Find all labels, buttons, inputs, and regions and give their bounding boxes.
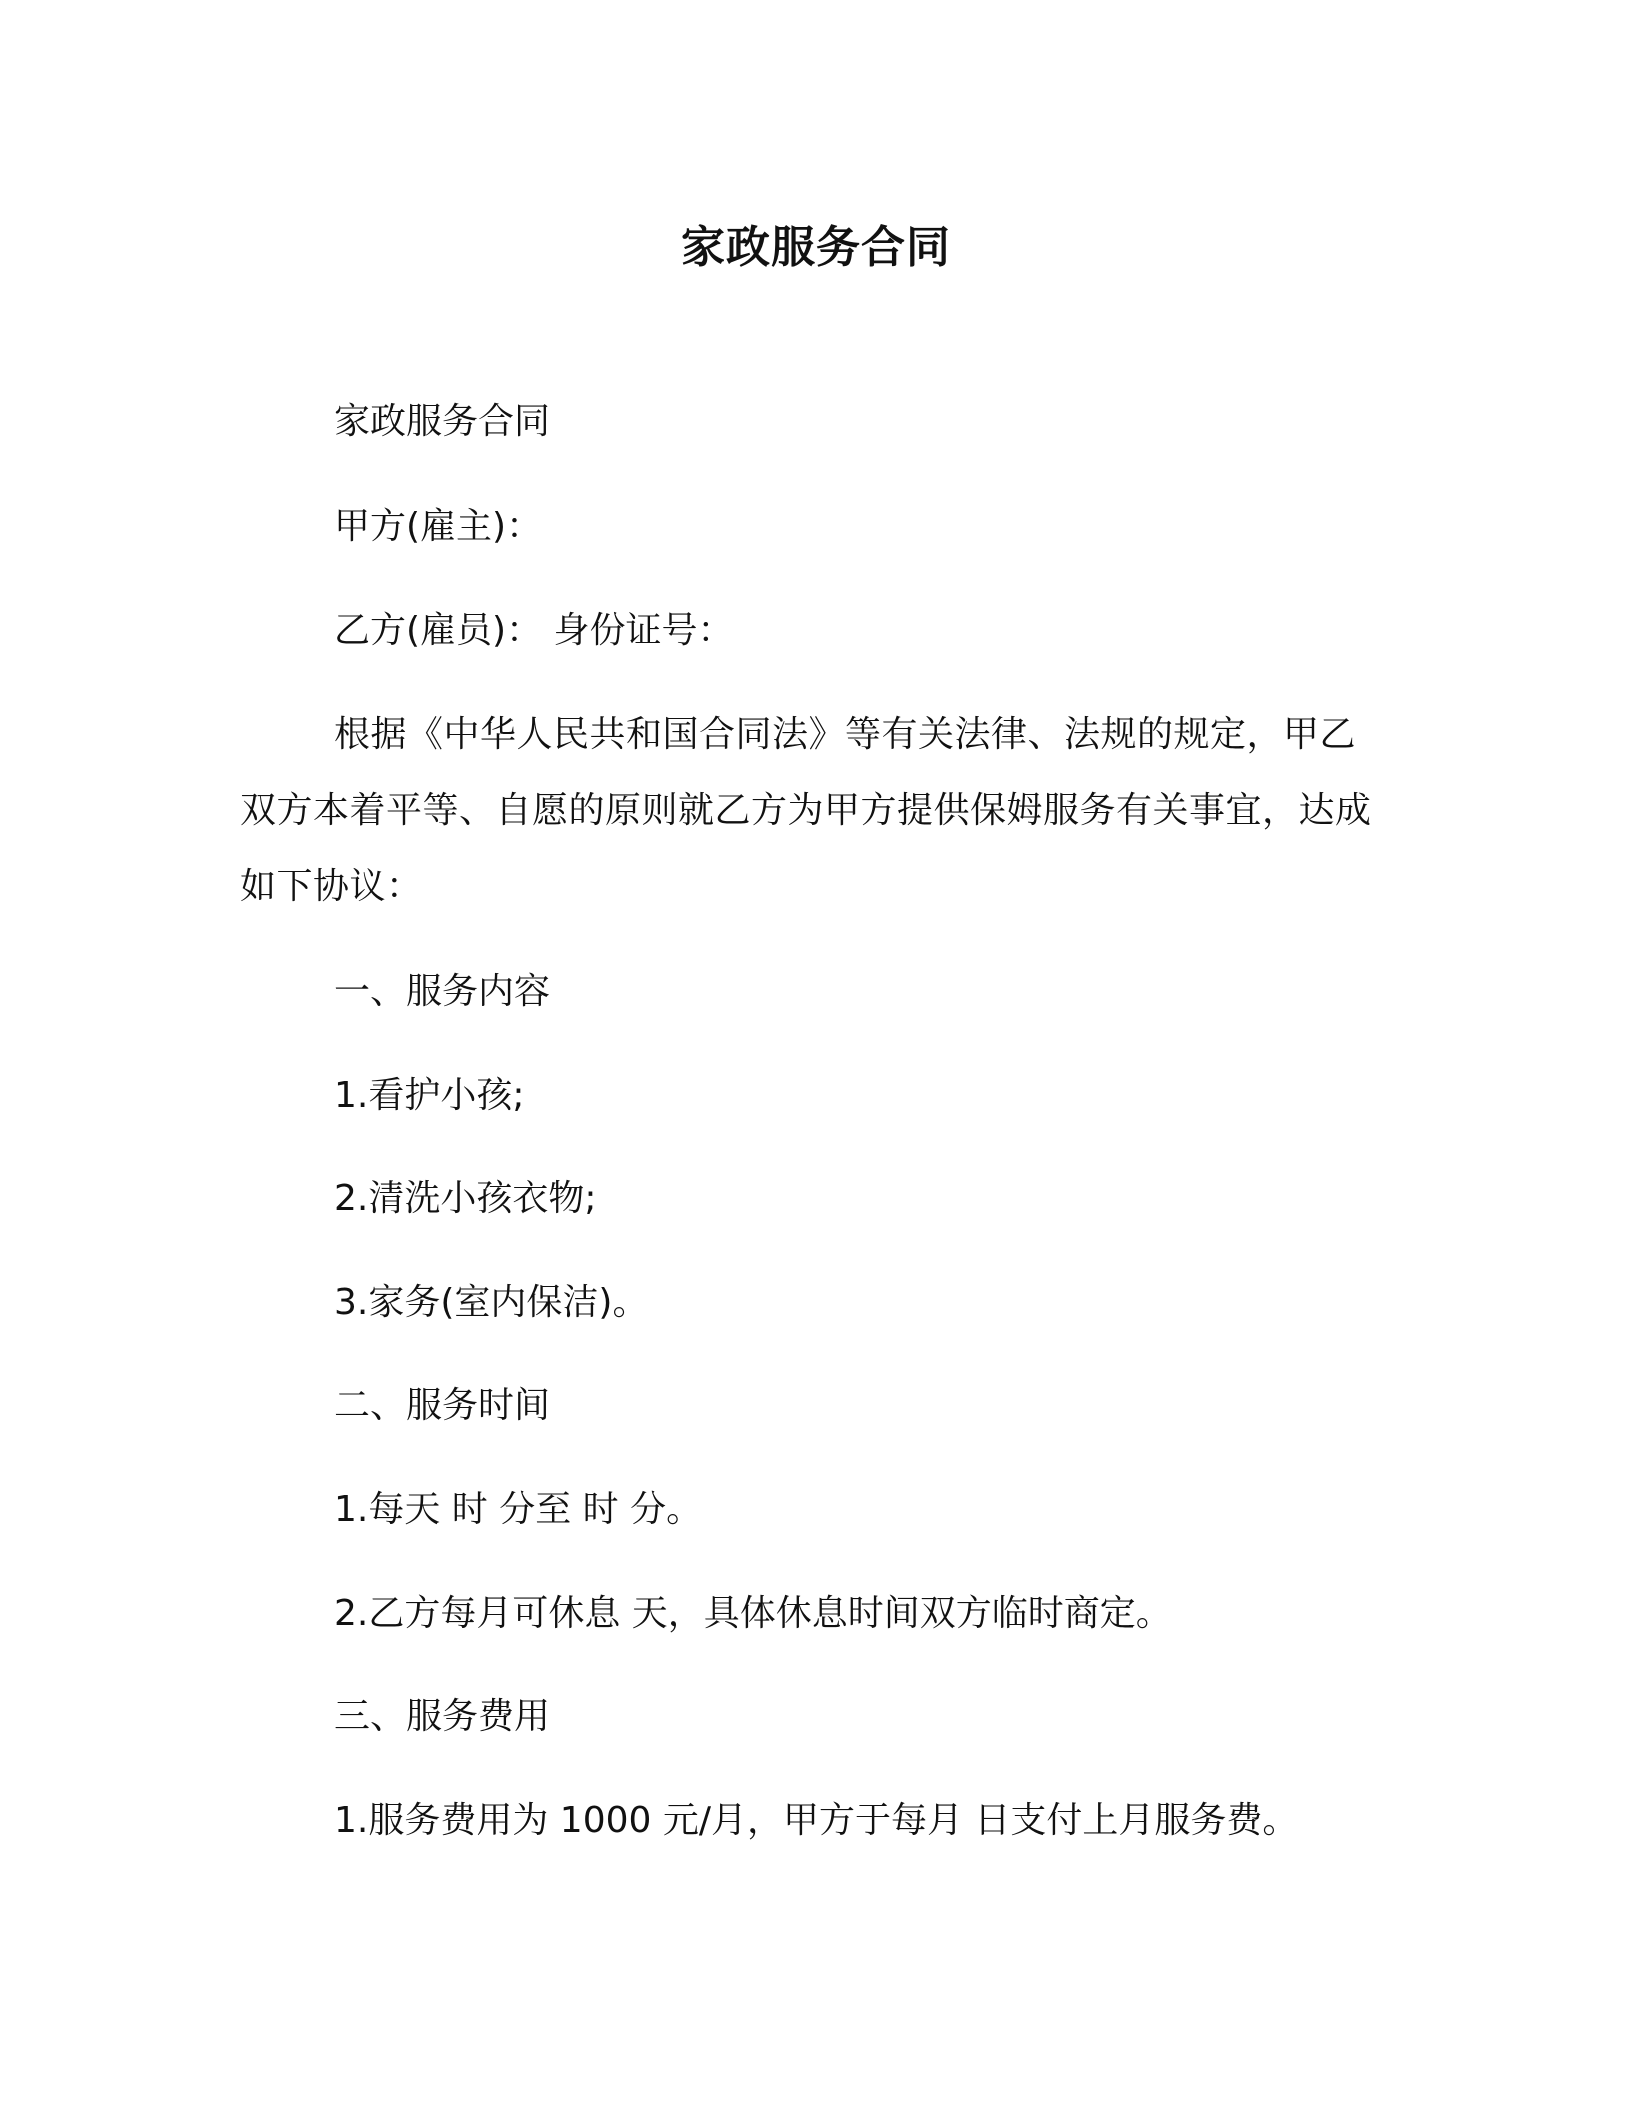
section2-item1: 1.每天 时 分至 时 分。 [334,1489,703,1530]
section2-item2: 2.乙方每月可休息 天，具体休息时间双方临时商定。 [334,1593,1172,1634]
section2-heading: 二、服务时间 [334,1385,551,1426]
section1-item3: 3.家务(室内保洁)。 [334,1282,649,1323]
document-title: 家政服务合同 [681,222,951,273]
section1-item1: 1.看护小孩; [334,1075,525,1116]
section3-heading: 三、服务费用 [334,1696,551,1737]
section1-heading: 一、服务内容 [334,971,551,1012]
section3-item1: 1.服务费用为 1000 元/月，甲方于每月 日支付上月服务费。 [334,1800,1299,1841]
subtitle-line: 家政服务合同 [334,401,551,442]
party-b-line: 乙方(雇员)： 身份证号： [334,610,734,651]
preamble-paragraph: 根据《中华人民共和国合同法》等有关法律、法规的规定，甲乙双方本着平等、自愿的原则就乙方为甲方提供保姆服务有关事宜，达成如下协议： [240,714,1372,907]
party-a-line: 甲方(雇主)： [334,506,543,547]
section1-item2: 2.清洗小孩衣物; [334,1178,597,1219]
